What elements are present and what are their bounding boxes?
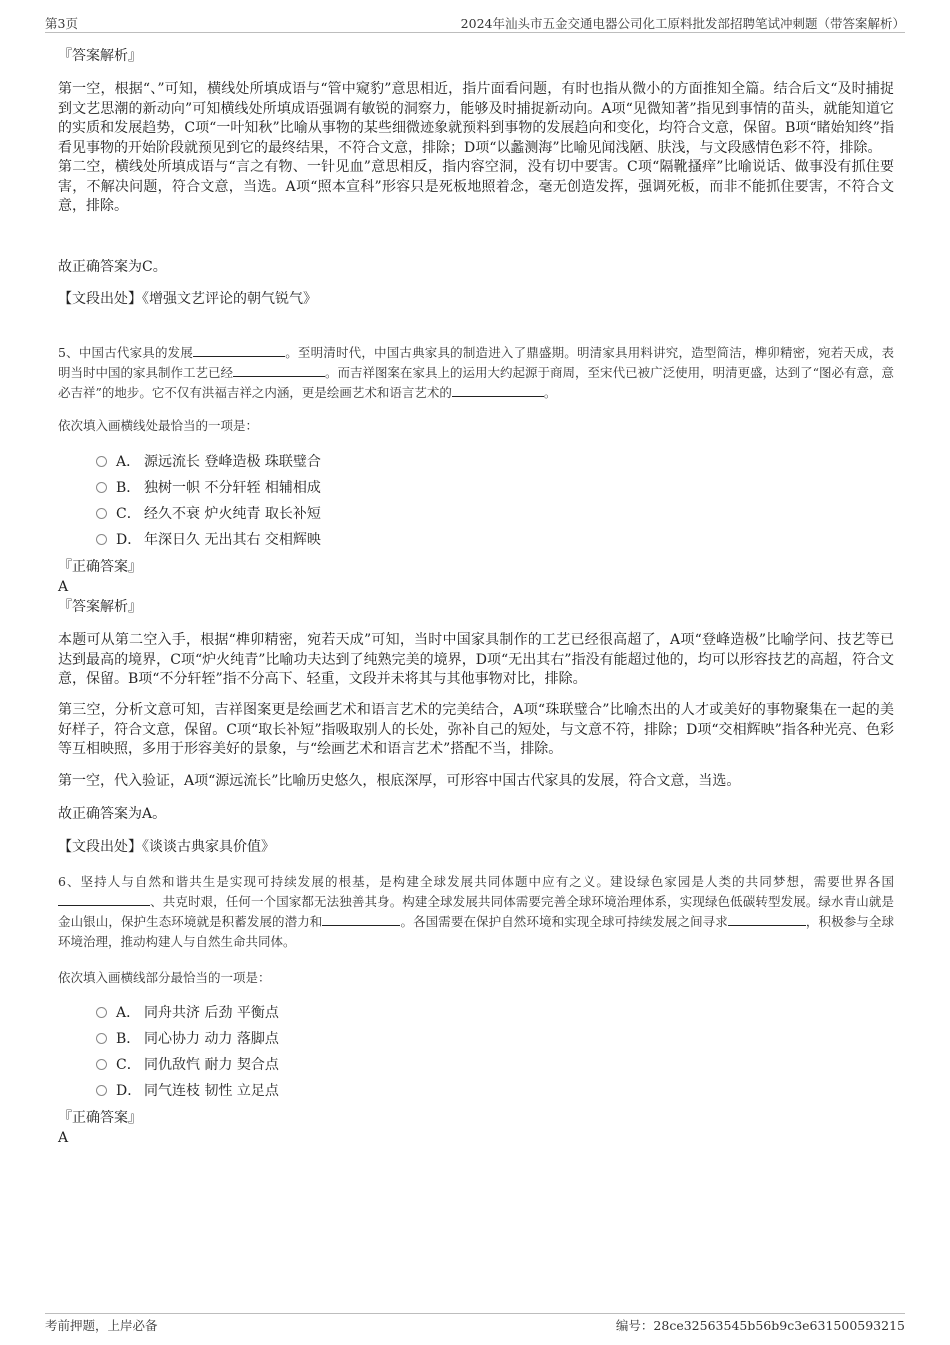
radio-icon[interactable] — [96, 1059, 107, 1070]
radio-icon[interactable] — [96, 482, 107, 493]
prev-analysis-paragraph-1: 第一空，根据“、”可知，横线处所填成语与“管中窥豹”意思相近，指片面看问题，有时也指从微小的方面推知全篇。结合后文“及时捕捉到文艺思潮的新动向”可知横线处所填成语强调有敏锐的洞察力，能够及时捕捉新动向。A项“见微知著”指见到事情的苗头，就能知道它的实质和发展趋势，C项“一叶知秋”比喻从事物的某些细微迹象就预料到事物的发展趋向和变化，均符合文意，保留。B项“睹始知终”指看见事物的开始阶段就预见到它的最终结果，不符合文意，排除；D项“以蠡测海”比喻见闻浅陋、肤浅，与文段感情色彩不符，排除。 — [58, 81, 894, 156]
q5-correct-label: 『正确答案』 — [58, 559, 142, 575]
radio-icon[interactable] — [96, 1007, 107, 1018]
q6-option-a[interactable]: A． 同舟共济 后劲 平衡点 — [96, 1003, 279, 1023]
q6-blank-3 — [728, 913, 806, 926]
radio-icon[interactable] — [96, 508, 107, 519]
q6-blank-2 — [322, 913, 400, 926]
q5-text-b: 。至明清时代，中国古典家具的制造进入了鼎盛期。明清家具用料讲究，造型简洁，榫卯精密，宛若天成，表明当时中国的家具制作工艺已经 — [58, 345, 894, 380]
q5-option-b[interactable]: B． 独树一帜 不分轩轾 相辅相成 — [96, 478, 321, 498]
footer-slogan: 考前押题，上岸必备 — [45, 1318, 158, 1333]
question-6-prompt: 依次填入画横线部分最恰当的一项是： — [58, 970, 271, 985]
q5-blank-1 — [193, 344, 285, 357]
radio-icon[interactable] — [96, 1085, 107, 1096]
q6-text-a: 6、坚持人与自然和谐共生是实现可持续发展的根基，是构建全球发展共同体题中应有之义。建设绿色家园是人类的共同梦想，需要世界各国 — [58, 874, 894, 889]
q5-blank-2 — [233, 364, 325, 377]
q5-analysis-paragraph-1: 本题可从第二空入手，根据“榫卯精密，宛若天成”可知，当时中国家具制作的工艺已经很高超了，A项“登峰造极”比喻学问、技艺等已达到最高的境界，C项“炉火纯青”比喻功夫达到了纯熟完美的境界，D项“无出其右”指没有能超过他的，均可以形容技艺的高超，符合文意，保留。B项“不分轩轾”指不分高下、轻重，文段并未将其与其他事物对比，排除。 — [58, 632, 894, 687]
question-6-stem — [58, 872, 894, 952]
q6-blank-1 — [58, 893, 150, 906]
q6-option-b[interactable]: B． 同心协力 动力 落脚点 — [96, 1029, 279, 1049]
radio-icon[interactable] — [96, 456, 107, 467]
prev-analysis-paragraph-2: 第二空，横线处所填成语与“言之有物、一针见血”意思相反，指内容空洞，没有切中要害。C项“隔靴搔痒”比喻说话、做事没有抓住要害，不解决问题，符合文意，当选。A项“照本宣科”形容只是死板地照着念，毫无创造发挥，强调死板，而非不能抓住要害，不符合文意，排除。 — [58, 159, 894, 214]
radio-icon[interactable] — [96, 534, 107, 545]
q5-analysis-label: 『答案解析』 — [58, 599, 142, 615]
q6-option-c[interactable]: C． 同仇敌忾 耐力 契合点 — [96, 1055, 279, 1075]
q5-option-d[interactable]: D． 年深日久 无出其右 交相辉映 — [96, 530, 321, 550]
question-5-prompt: 依次填入画横线处最恰当的一项是： — [58, 418, 259, 433]
question-5-stem — [58, 343, 894, 403]
q6-text-c: 。各国需要在保护自然环境和实现全球可持续发展之间寻求 — [400, 914, 728, 929]
page-number: 第3页 — [45, 16, 78, 31]
q5-analysis-paragraph-2: 第三空，分析文意可知，吉祥图案更是绘画艺术和语言艺术的完美结合，A项“珠联璧合”比喻杰出的人才或美好的事物聚集在一起的美好样子，符合文意，保留。C项“取长补短”指吸取别人的长处，弥补自己的短处，与文意不符，排除；D项“交相辉映”指各种光亮、色彩等互相映照，多用于形容美好的景象，与“绘画艺术和语言艺术”搭配不当，排除。 — [58, 702, 894, 757]
q6-text-d: ，积极参与全球环境治理，推动构建人与自然生命共同体。 — [58, 914, 894, 949]
q6-option-d[interactable]: D． 同气连枝 韧性 立足点 — [96, 1081, 279, 1101]
q5-text-d: 。 — [543, 385, 557, 400]
q5-option-c[interactable]: C． 经久不衰 炉火纯青 取长补短 — [96, 504, 321, 524]
q6-text-b: 、共克时艰，任何一个国家都无法独善其身。构建全球发展共同体需要完善全球环境治理体系，实现绿色低碳转型发展。绿水青山就是金山银山，保护生态环境就是积蓄发展的潜力和 — [58, 894, 894, 929]
q5-text-c: 。而吉祥图案在家具上的运用大约起源于商周，至宋代已被广泛使用，明清更盛，达到了“图必有意，意必吉祥”的地步。它不仅有洪福吉祥之内涵，更是绘画艺术和语言艺术的 — [58, 365, 894, 400]
q5-option-a[interactable]: A． 源远流长 登峰造极 珠联璧合 — [96, 452, 321, 472]
prev-source: 【文段出处】《增强文艺评论的朝气锐气》 — [58, 291, 317, 307]
page-footer — [45, 1313, 905, 1333]
q6-correct-label: 『正确答案』 — [58, 1110, 142, 1126]
q5-analysis-paragraph-3: 第一空，代入验证，A项“源远流长”比喻历史悠久，根底深厚，可形容中国古代家具的发展，符合文意，当选。 — [58, 773, 741, 789]
q6-answer: A — [58, 1130, 69, 1146]
prev-conclusion: 故正确答案为C。 — [58, 259, 167, 275]
q5-blank-3 — [452, 384, 544, 397]
document-serial: 编号：28ce32563545b56b9c3e631500593215 — [615, 1318, 905, 1333]
radio-icon[interactable] — [96, 1033, 107, 1044]
q5-text-a: 5、中国古代家具的发展 — [58, 345, 194, 360]
analysis-label-prev: 『答案解析』 — [58, 48, 142, 64]
document-title: 2024年汕头市五金交通电器公司化工原料批发部招聘笔试冲刺题（带答案解析） — [460, 16, 905, 31]
q5-answer: A — [58, 579, 69, 595]
q5-source: 【文段出处】《谈谈古典家具价值》 — [58, 839, 275, 855]
q5-conclusion: 故正确答案为A。 — [58, 806, 167, 822]
page-header — [45, 14, 905, 33]
